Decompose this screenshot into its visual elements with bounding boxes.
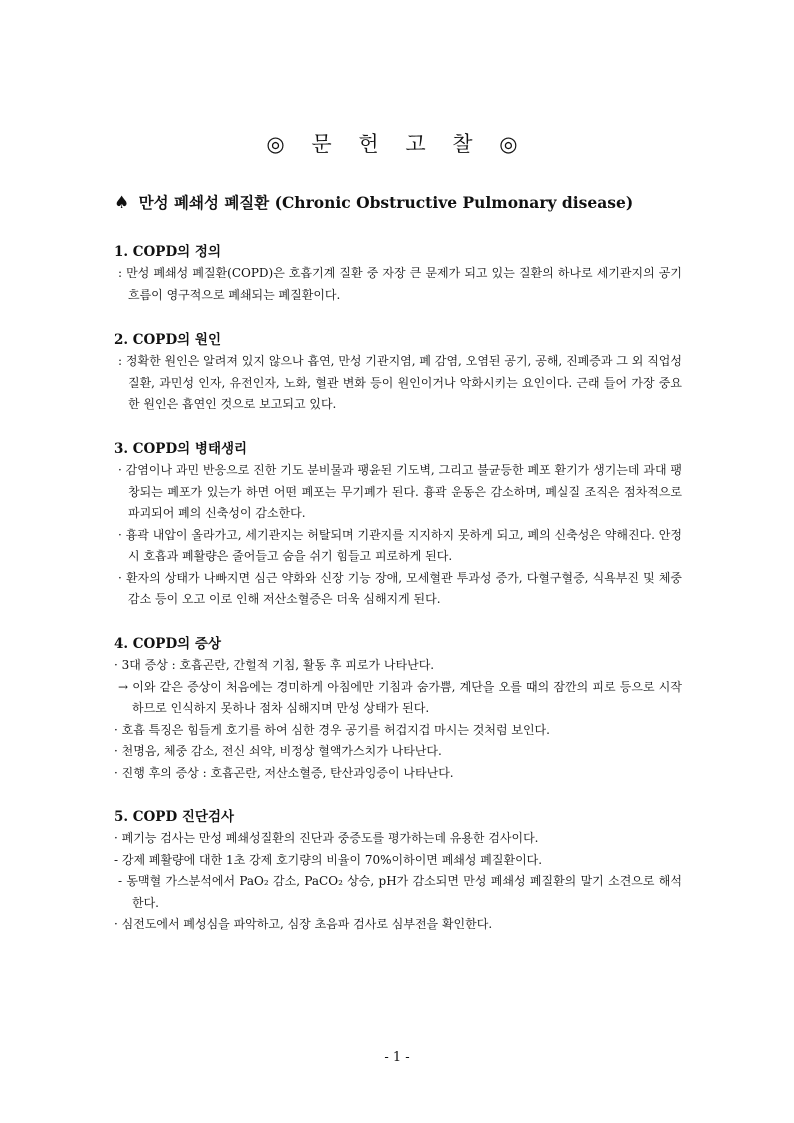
section-heading: 2. COPD의 원인 (114, 332, 221, 348)
list-item: - 강제 폐활량에 대한 1초 강제 호기량의 비율이 70%이하이면 폐쇄성 폐질환이다. (114, 852, 543, 867)
list-item: · 호흡 특징은 힘들게 호기를 하여 심한 경우 공기를 허겁지겁 마시는 것처럼 보인다. (114, 722, 550, 737)
section-body: : 만성 폐쇄성 폐질환(COPD)은 호흡기계 질환 중 자장 큰 문제가 되고 있는 질환의 하나로 세기관지의 공기 흐름이 영구적으로 폐쇄되는 폐질환이다. (118, 266, 682, 302)
section-causes (114, 329, 682, 416)
document-subtitle (114, 191, 633, 213)
page-number: - 1 - (384, 1050, 410, 1065)
section-definition (114, 241, 682, 306)
list-item: · 폐기능 검사는 만성 폐쇄성질환의 진단과 중증도를 평가하는데 유용한 검사이다. (114, 831, 539, 845)
list-item: · 3대 증상 : 호흡곤란, 간헐적 기침, 활동 후 피로가 나타난다. (114, 658, 435, 672)
list-item: · 환자의 상태가 나빠지면 심근 약화와 신장 기능 장애, 모세혈관 투과성 증가, 다혈구혈증, 식욕부진 및 체중감소 등이 오고 이로 인해 저산소혈증은 더욱 심해지게 된다. (118, 570, 682, 606)
list-item: · 천명음, 체중 감소, 전신 쇠약, 비정상 혈액가스치가 나타난다. (114, 744, 442, 758)
section-heading: 1. COPD의 정의 (114, 244, 221, 260)
section-diagnosis (114, 806, 682, 936)
list-item: → 이와 같은 증상이 처음에는 경미하게 아침에만 기침과 숨가쁨, 계단을 오를 때의 잠깐의 피로 등으로 시작하므로 인식하지 못하나 점차 심해지며 만성 상태가 된다. (118, 679, 682, 715)
section-pathophysiology (114, 438, 682, 611)
section-heading: 4. COPD의 증상 (114, 636, 221, 652)
list-item: · 감염이나 과민 반응으로 진한 기도 분비물과 팽윤된 기도벽, 그리고 불균등한 폐포 환기가 생기는데 과대 팽창되는 폐포가 있는가 하면 어떤 폐포는 무기폐가 된다. 흉곽 운동은 감소하며, 폐실질 조직은 점차적으로 파괴되어 폐의 신축성이 감소한다. (118, 463, 682, 520)
page-title: ◎ 문 헌 고 찰 ◎ (266, 132, 528, 156)
section-heading: 3. COPD의 병태생리 (114, 441, 248, 457)
spade-icon: ♠ (114, 193, 130, 213)
section-symptoms (114, 633, 682, 784)
list-item: - 동맥혈 가스분석에서 PaO₂ 감소, PaCO₂ 상승, pH가 감소되면 만성 폐쇄성 폐질환의 말기 소견으로 해석한다. (118, 874, 682, 910)
section-heading: 5. COPD 진단검사 (114, 809, 235, 825)
section-body: : 정확한 원인은 알려져 있지 않으나 흡연, 만성 기관지염, 폐 감염, 오염된 공기, 공해, 진폐증과 그 외 직업성 질환, 과민성 인자, 유전인자, 노화, 혈관 변화 등이 원인이거나 악화시키는 요인이다. 근래 들어 가장 중요한 원인은 흡연인 것으로 보고되고 있다. (118, 354, 682, 411)
list-item: · 진행 후의 증상 : 호흡곤란, 저산소혈증, 탄산과잉증이 나타난다. (114, 765, 454, 780)
list-item: · 흉곽 내압이 올라가고, 세기관지는 허탈되며 기관지를 지지하지 못하게 되고, 폐의 신축성은 약해진다. 안정시 호흡과 폐활량은 줄어들고 숨을 쉬기 힘들고 피로하게 된다. (118, 527, 682, 563)
subtitle-text: 만성 폐쇄성 폐질환 (Chronic Obstructive Pulmonary disease) (138, 193, 634, 212)
list-item: · 심전도에서 폐성심을 파악하고, 심장 초음파 검사로 심부전을 확인한다. (114, 917, 493, 931)
